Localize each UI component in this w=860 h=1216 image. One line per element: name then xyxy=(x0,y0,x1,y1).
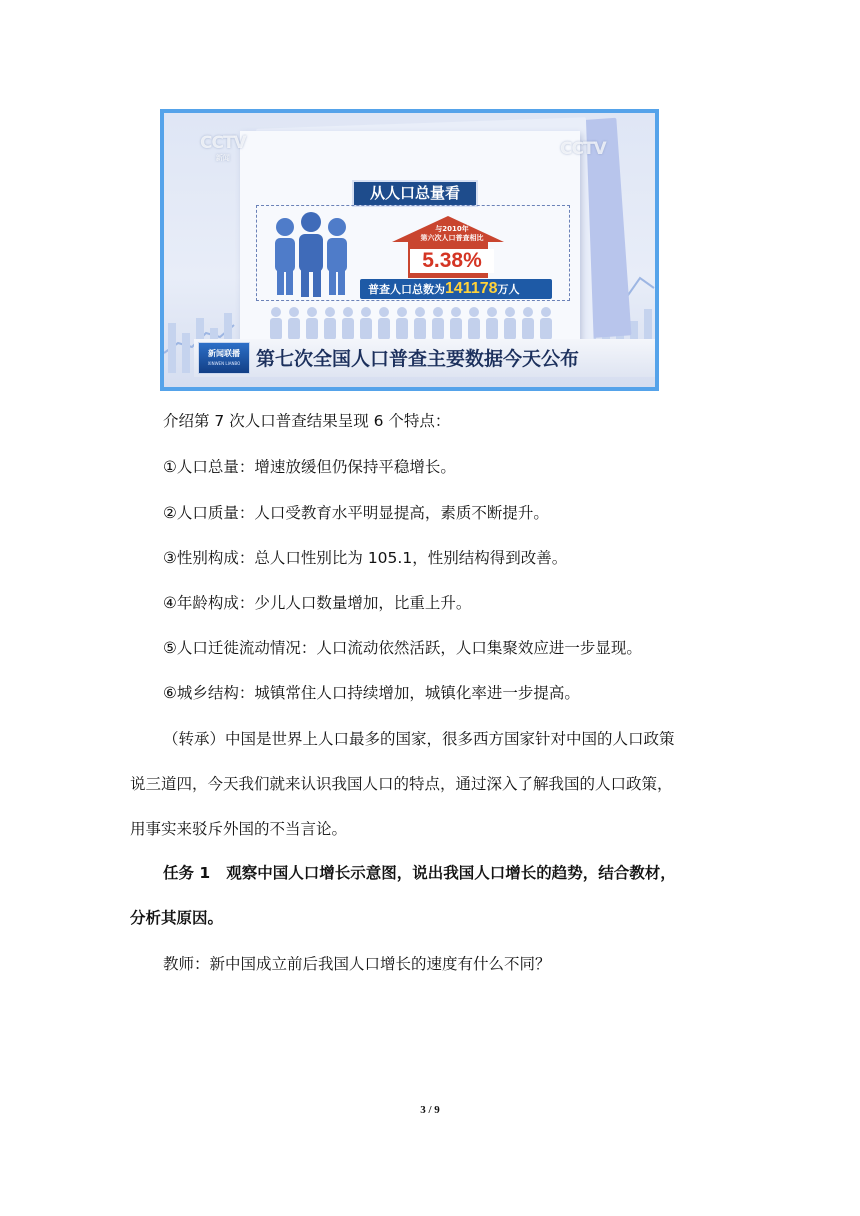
headline-tag: 从人口总量看 xyxy=(352,180,478,207)
feature-item-2: ②人口质量：人口受教育水平明显提高，素质不断提升。 xyxy=(163,504,549,522)
census-news-screenshot xyxy=(160,109,659,391)
feature-item-3: ③性别构成：总人口性别比为 105.1，性别结构得到改善。 xyxy=(163,549,568,567)
feature-item-6: ⑥城乡结构：城镇常住人口持续增加，城镇化率进一步提高。 xyxy=(163,684,580,702)
transition-line-2: 说三道四，今天我们就来认识我国人口的特点，通过深入了解我国的人口政策， xyxy=(130,775,673,793)
cctv-watermark-left: CCTV 新闻 xyxy=(200,133,246,162)
news-headline: 第七次全国人口普查主要数据今天公布 xyxy=(256,348,580,370)
task-heading-line-2: 分析其原因。 xyxy=(130,909,224,927)
growth-percent: 5.38% xyxy=(410,249,494,273)
cctv-watermark-right: CCTV xyxy=(560,139,606,159)
total-population-bar xyxy=(360,279,552,299)
total-population-value: 141178 xyxy=(445,280,498,297)
people-group-icon xyxy=(268,211,354,297)
task-text-1: 观察中国人口增长示意图，说出我国人口增长的趋势，结合教材， xyxy=(226,864,676,882)
xinwen-lianbo-logo: 新闻联播 XINWEN LIANBO xyxy=(198,342,250,374)
feature-item-4: ④年龄构成：少儿人口数量增加，比重上升。 xyxy=(163,594,472,612)
figure-background xyxy=(164,113,655,387)
teacher-question: 教师：新中国成立前后我国人口增长的速度有什么不同？ xyxy=(163,955,551,973)
crowd-silhouette-row xyxy=(268,306,568,340)
feature-item-1: ①人口总量：增速放缓但仍保持平稳增长。 xyxy=(163,458,456,476)
transition-line-3: 用事实来驳斥外国的不当言论。 xyxy=(130,820,348,838)
task-heading-line-1 xyxy=(163,862,773,884)
comparison-note: 与2010年 第六次人口普查相比 xyxy=(420,225,484,242)
total-population-unit: 万人 xyxy=(497,283,520,296)
total-population-label: 普查人口总数为 xyxy=(368,283,445,296)
page-number: 3 / 9 xyxy=(420,1104,440,1116)
feature-item-5: ⑤人口迁徙流动情况：人口流动依然活跃，人口集聚效应进一步显现。 xyxy=(163,639,642,657)
transition-line-1: （转承）中国是世界上人口最多的国家，很多西方国家针对中国的人口政策 xyxy=(163,730,675,748)
task-label: 任务 1 xyxy=(163,864,211,882)
intro-paragraph: 介绍第 7 次人口普查结果呈现 6 个特点： xyxy=(163,412,451,430)
